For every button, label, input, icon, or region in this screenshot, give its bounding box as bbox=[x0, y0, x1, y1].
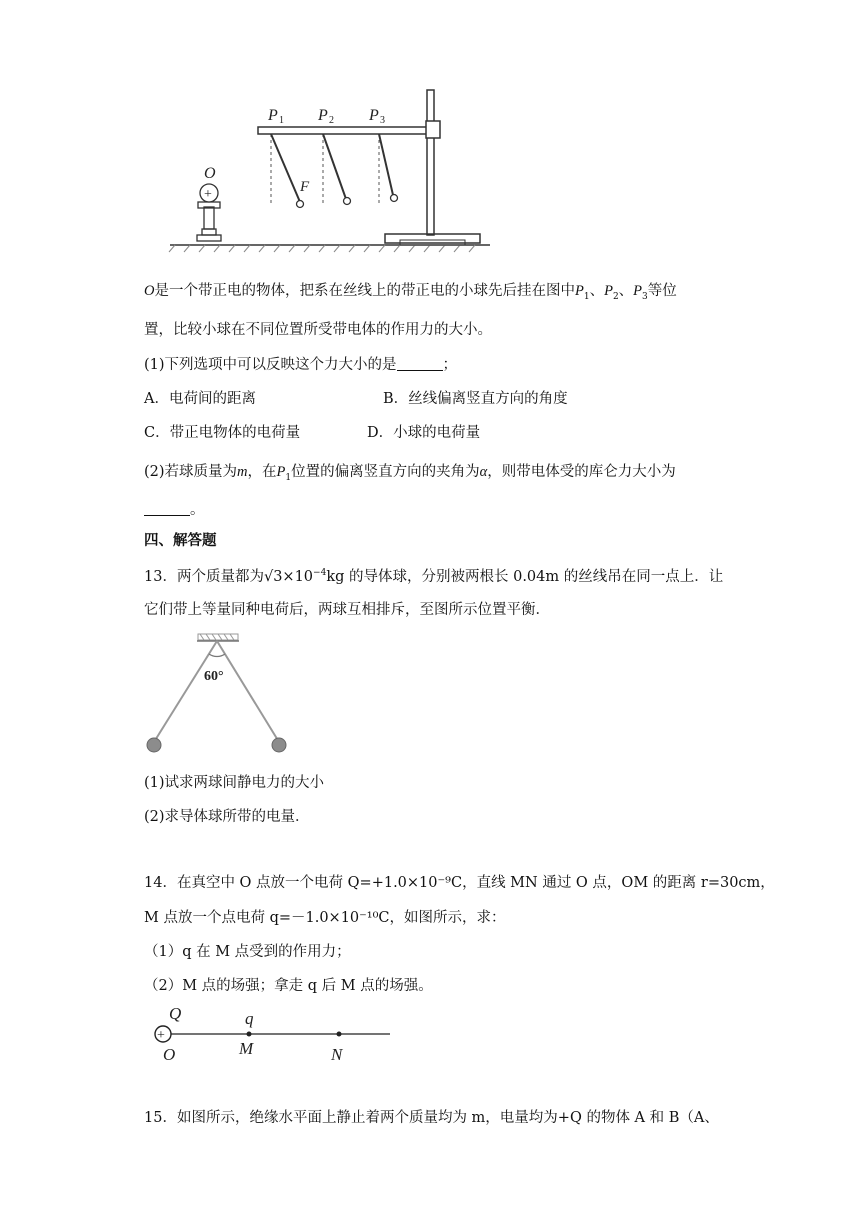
q15-line1: 15．如图所示，绝缘水平面上静止着两个质量均为 m，电量均为+Q 的物体 A 和 B（A、 bbox=[144, 1110, 719, 1126]
p2-label: P bbox=[318, 107, 328, 124]
m-label: M bbox=[239, 1039, 254, 1058]
q13-line2: 它们带上等量同种电荷后，两球互相排斥，至图所示位置平衡． bbox=[144, 602, 550, 618]
q12-intro-line2: 置，比较小球在不同位置所受带电体的作用力的大小。 bbox=[144, 322, 492, 338]
section-title: 四、解答题 bbox=[144, 532, 217, 549]
q14-part2: （2）M 点的场强；拿走 q 后 M 点的场强。 bbox=[144, 978, 433, 994]
p2-sub: 2 bbox=[329, 115, 334, 126]
answer-blank-2 bbox=[144, 501, 190, 516]
pendulum-stand-figure bbox=[140, 85, 500, 255]
n-label: N bbox=[331, 1045, 343, 1064]
q12-part2: (2)若球质量为m，在$P_1$位置的偏离竖直方向的夹角为α，则带电体受的库仑力大小为 bbox=[144, 464, 676, 483]
p3-sub: 3 bbox=[380, 115, 385, 126]
q12-part1: (1)下列选项中可以反映这个力大小的是 ； bbox=[144, 357, 458, 373]
q14-line1: 14．在真空中 O 点放一个电荷 Q=+1.0×10⁻⁹C，直线 MN 通过 O 点，OM 的距离 r=30cm， bbox=[144, 875, 775, 891]
p1-label: P bbox=[268, 107, 278, 124]
p1-sub: 1 bbox=[279, 115, 284, 126]
charge-line-figure bbox=[145, 1000, 395, 1070]
force-f-label: F bbox=[300, 179, 310, 195]
q13-part1: (1)试求两球间静电力的大小 bbox=[144, 775, 325, 791]
body-o-label: O bbox=[204, 165, 216, 182]
q12-part2-answer: 。 bbox=[144, 500, 205, 520]
o-label: O bbox=[163, 1045, 176, 1064]
q14-line2: M 点放一个点电荷 q=－1.0×10⁻¹⁰C，如图所示，求： bbox=[144, 910, 506, 926]
answer-blank-1 bbox=[397, 356, 443, 371]
q12-option-b: B．丝线偏离竖直方向的角度 bbox=[383, 391, 568, 407]
q12-option-d: D．小球的电荷量 bbox=[367, 425, 481, 441]
svg-text:+: + bbox=[157, 1028, 165, 1043]
q14-part1: （1）q 在 M 点受到的作用力； bbox=[144, 944, 351, 960]
angle-label: 60° bbox=[204, 669, 224, 684]
q13-line1: 13．两个质量都为$√3\times 10^{-4}kg$ 的导体球，分别被两根长 0.04m 的丝线吊在同一点上．让 bbox=[144, 568, 724, 585]
two-balls-figure bbox=[140, 632, 310, 762]
q-big-label: Q bbox=[169, 1004, 182, 1023]
q-small-label: q bbox=[245, 1009, 254, 1028]
q12-intro-line1: O是一个带正电的物体，把系在丝线上的带正电的小球先后挂在图中$P_1$、$P_2$、$P_3$等位 bbox=[144, 283, 677, 302]
charge-plus-label: + bbox=[204, 187, 212, 202]
q12-option-c: C．带正电物体的电荷量 bbox=[144, 425, 301, 441]
p3-label: P bbox=[369, 107, 379, 124]
q12-option-a: A．电荷间的距离 bbox=[144, 391, 256, 407]
q13-part2: (2)求导体球所带的电量． bbox=[144, 809, 310, 825]
